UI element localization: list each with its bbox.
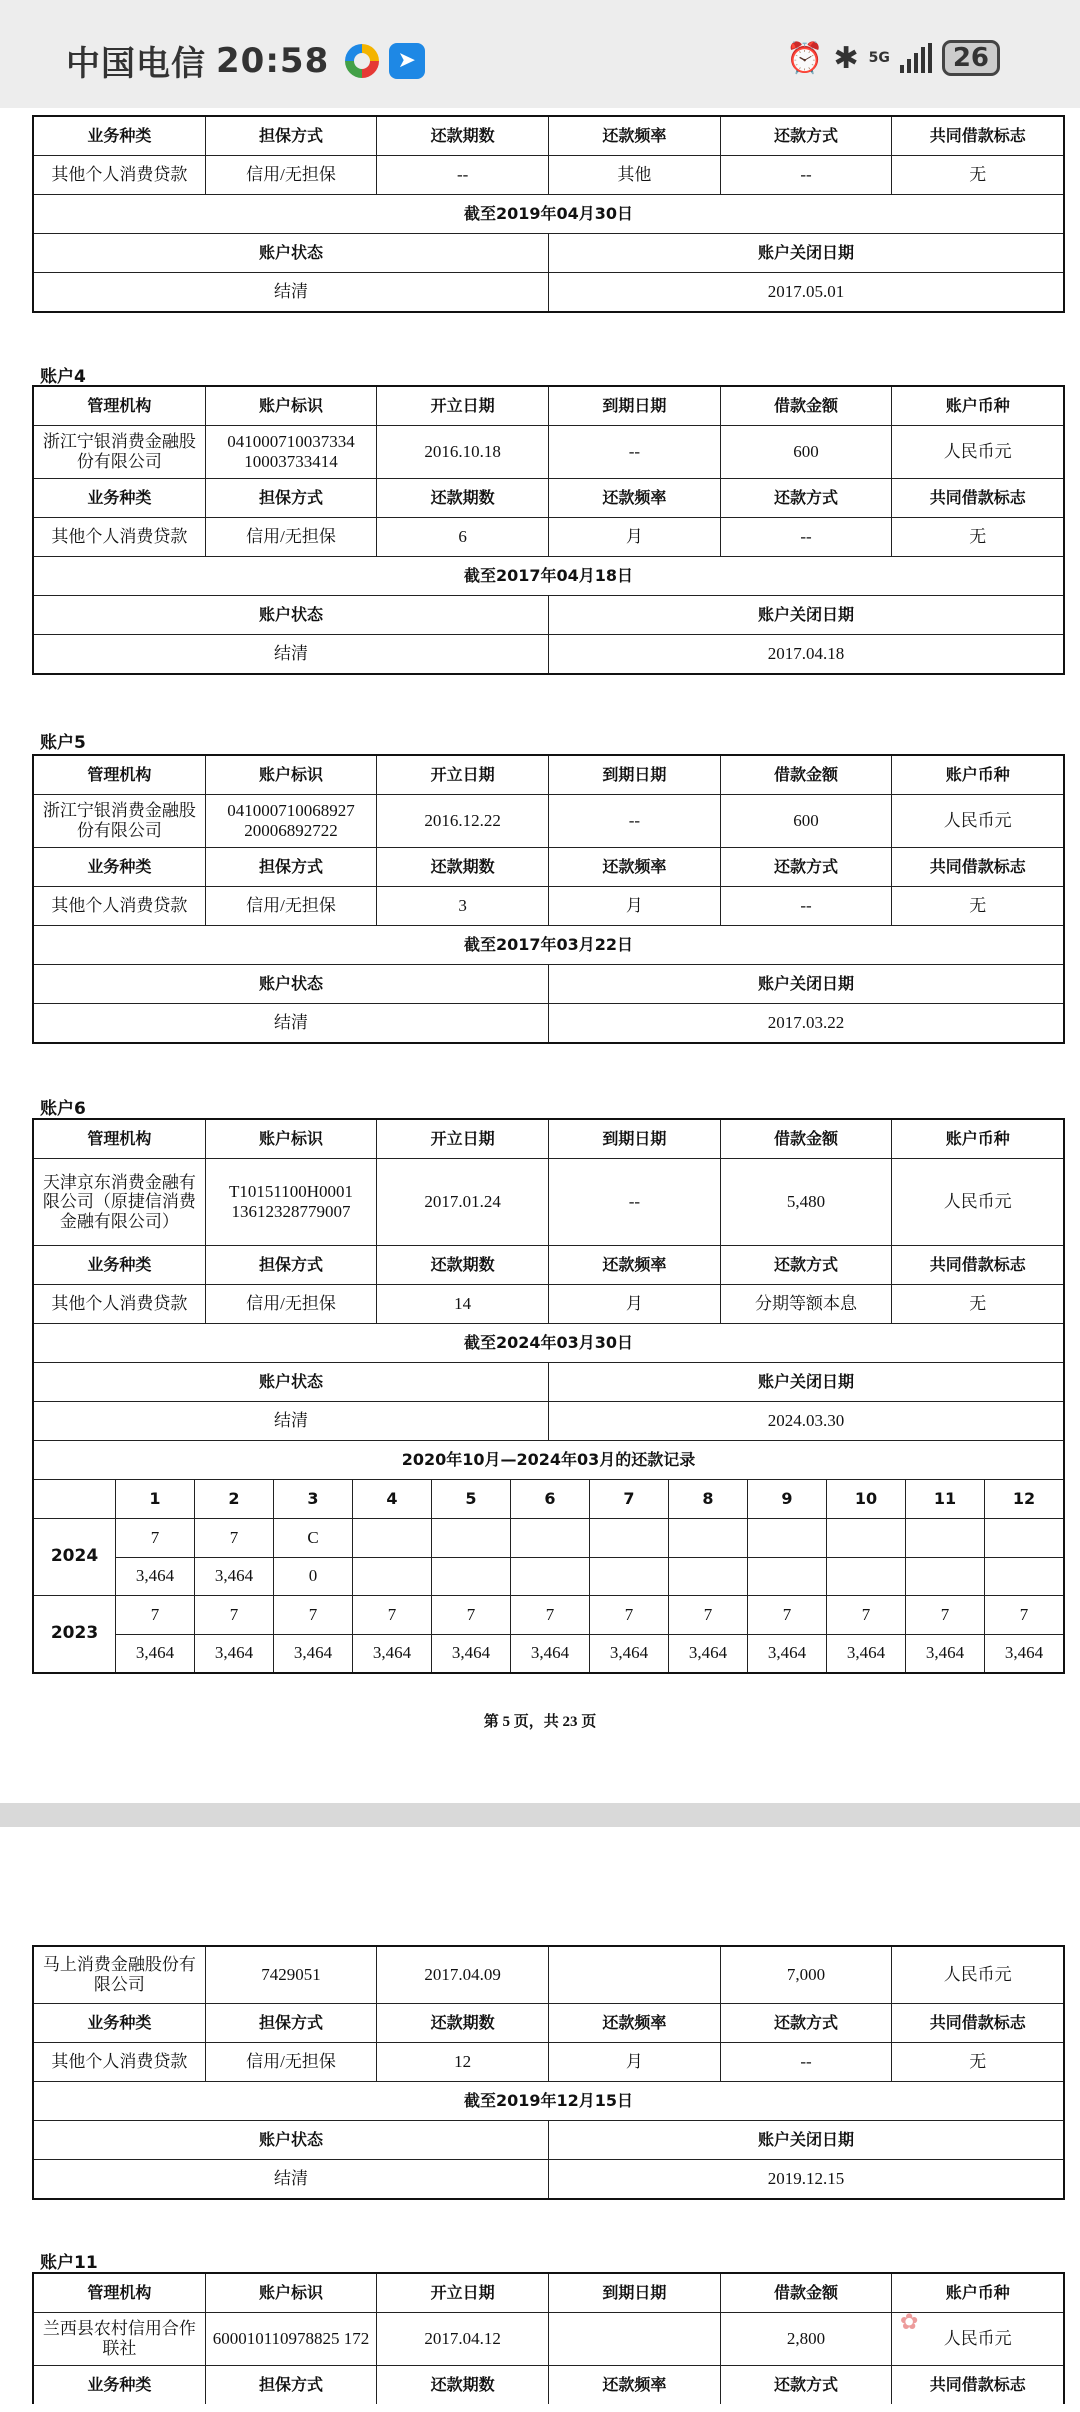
year-values bbox=[115, 1519, 1063, 1595]
table-cell: 2,800 bbox=[720, 2313, 892, 2365]
header-cell: 账户关闭日期 bbox=[548, 2121, 1063, 2159]
info-row bbox=[34, 1284, 1063, 1323]
header-cell: 共同借款标志 bbox=[891, 848, 1063, 886]
table-cell: 2017.04.09 bbox=[376, 1947, 548, 2003]
table-cell: 2016.12.22 bbox=[376, 795, 548, 847]
record-cell bbox=[431, 1558, 510, 1596]
record-cell bbox=[431, 1519, 510, 1557]
record-cell: 3,464 bbox=[352, 1635, 431, 1673]
header-cell: 到期日期 bbox=[548, 2274, 720, 2312]
table-cell: 其他个人消费贷款 bbox=[51, 527, 188, 547]
status-header-row bbox=[34, 2120, 1063, 2159]
header-cell: 账户币种 bbox=[891, 2274, 1063, 2312]
header-cell: 还款期数 bbox=[376, 2366, 548, 2404]
header-cell: 账户状态 bbox=[258, 604, 323, 624]
table-cell: -- bbox=[720, 518, 892, 556]
table-cell: 结清 bbox=[274, 1411, 308, 1431]
table-cell: 信用/无担保 bbox=[205, 887, 377, 925]
table-cell: 月 bbox=[548, 2043, 720, 2081]
record-cell: 3,464 bbox=[668, 1635, 747, 1673]
info-row bbox=[34, 425, 1063, 478]
record-cell: 3,464 bbox=[510, 1635, 589, 1673]
header-row bbox=[34, 2365, 1063, 2404]
header-cell: 担保方式 bbox=[205, 2366, 377, 2404]
table-cell: 其他个人消费贷款 bbox=[51, 165, 188, 185]
header-cell: 借款金额 bbox=[720, 2274, 892, 2312]
header-row bbox=[34, 117, 1063, 155]
table-cell: 兰西县农村信用合作联社 bbox=[42, 2319, 196, 2358]
header-cell: 担保方式 bbox=[205, 1246, 377, 1284]
record-cell: 3,464 bbox=[431, 1635, 510, 1673]
account-table-a11 bbox=[32, 2272, 1065, 2404]
header-cell: 账户关闭日期 bbox=[548, 596, 1063, 634]
table-cell: -- bbox=[720, 887, 892, 925]
record-cell: 7 bbox=[431, 1596, 510, 1634]
table-cell: 无 bbox=[891, 887, 1063, 925]
info-row bbox=[34, 886, 1063, 925]
table-cell: 7,000 bbox=[720, 1947, 892, 2003]
table-cell: 信用/无担保 bbox=[205, 156, 377, 194]
header-cell: 开立日期 bbox=[376, 2274, 548, 2312]
header-cell: 开立日期 bbox=[376, 756, 548, 794]
header-cell: 账户关闭日期 bbox=[548, 965, 1063, 1003]
year-block bbox=[34, 1595, 1063, 1672]
table-cell: 2017.04.18 bbox=[548, 635, 1063, 673]
header-cell: 到期日期 bbox=[548, 1120, 720, 1158]
as-of-row bbox=[34, 194, 1063, 233]
status-header-row bbox=[34, 964, 1063, 1003]
table-cell: 月 bbox=[548, 887, 720, 925]
table-cell: 其他个人消费贷款 bbox=[51, 896, 188, 916]
header-cell: 还款期数 bbox=[376, 2004, 548, 2042]
header-cell: 还款频率 bbox=[548, 479, 720, 517]
table-cell: 信用/无担保 bbox=[205, 2043, 377, 2081]
header-cell: 到期日期 bbox=[548, 756, 720, 794]
month-cell: 5 bbox=[431, 1480, 510, 1518]
header-cell: 管理机构 bbox=[87, 2282, 152, 2302]
header-cell: 账户关闭日期 bbox=[548, 234, 1063, 272]
table-cell: -- bbox=[720, 156, 892, 194]
carrier: 中国电信 bbox=[66, 44, 206, 84]
header-cell: 管理机构 bbox=[87, 764, 152, 784]
record-cell: 7 bbox=[589, 1596, 668, 1634]
header-cell: 截至2017年04月18日 bbox=[463, 565, 634, 585]
record-cell: 3,464 bbox=[747, 1635, 826, 1673]
table-cell: 2016.10.18 bbox=[376, 426, 548, 478]
header-cell: 还款方式 bbox=[720, 2366, 892, 2404]
account-title: 账户5 bbox=[40, 733, 86, 753]
record-cell: 3,464 bbox=[984, 1635, 1063, 1673]
header-cell: 还款方式 bbox=[720, 1246, 892, 1284]
record-cell bbox=[905, 1558, 984, 1596]
header-cell: 账户状态 bbox=[258, 2129, 323, 2149]
header-cell: 借款金额 bbox=[720, 387, 892, 425]
as-of-row bbox=[34, 1323, 1063, 1362]
table-cell: 600010110978825 172 bbox=[205, 2313, 377, 2365]
table-cell: 无 bbox=[891, 518, 1063, 556]
record-cell: 3,464 bbox=[115, 1635, 194, 1673]
table-cell: -- bbox=[548, 795, 720, 847]
header-cell: 到期日期 bbox=[548, 387, 720, 425]
header-row bbox=[34, 2274, 1063, 2312]
table-cell: -- bbox=[376, 156, 548, 194]
record-cell: 7 bbox=[747, 1596, 826, 1634]
record-cell: 7 bbox=[194, 1596, 273, 1634]
header-cell: 管理机构 bbox=[87, 395, 152, 415]
record-cell bbox=[668, 1558, 747, 1596]
status-row bbox=[34, 2159, 1063, 2198]
header-cell: 账户标识 bbox=[205, 1120, 377, 1158]
account-title: 账户6 bbox=[40, 1099, 86, 1119]
table-cell: 041000710068927 20006892722 bbox=[205, 795, 377, 847]
account-title: 账户4 bbox=[40, 367, 86, 387]
table-cell: 人民币元 bbox=[891, 1947, 1063, 2003]
month-cell: 9 bbox=[747, 1480, 826, 1518]
record-cell bbox=[352, 1558, 431, 1596]
header-cell: 还款期数 bbox=[376, 848, 548, 886]
status-row bbox=[34, 272, 1063, 311]
table-cell: 月 bbox=[548, 1285, 720, 1323]
record-cell: C bbox=[273, 1519, 352, 1557]
header-cell: 担保方式 bbox=[205, 848, 377, 886]
account-table-a5 bbox=[32, 754, 1065, 1044]
header-cell: 还款期数 bbox=[376, 1246, 548, 1284]
table-cell: 2019.12.15 bbox=[548, 2160, 1063, 2198]
amount-row bbox=[115, 1557, 1063, 1596]
status-row bbox=[34, 1003, 1063, 1042]
header-cell: 账户状态 bbox=[258, 242, 323, 262]
page-separator bbox=[0, 1803, 1080, 1827]
record-cell bbox=[589, 1558, 668, 1596]
info-row bbox=[34, 1158, 1063, 1245]
table-cell: 无 bbox=[891, 1285, 1063, 1323]
info-row bbox=[34, 794, 1063, 847]
info-row bbox=[34, 155, 1063, 194]
clock: 20:58 bbox=[216, 40, 330, 81]
header-cell: 还款期数 bbox=[376, 117, 548, 155]
table-cell: 浙江宁银消费金融股份有限公司 bbox=[42, 432, 196, 471]
header-cell: 还款频率 bbox=[548, 2004, 720, 2042]
month-cell: 2 bbox=[194, 1480, 273, 1518]
header-cell: 借款金额 bbox=[720, 1120, 892, 1158]
header-cell: 还款方式 bbox=[720, 479, 892, 517]
header-cell: 账户状态 bbox=[258, 1371, 323, 1391]
as-of-row bbox=[34, 925, 1063, 964]
table-cell: 人民币元 bbox=[891, 795, 1063, 847]
header-cell: 业务种类 bbox=[87, 2012, 152, 2032]
record-cell: 7 bbox=[826, 1596, 905, 1634]
header-row bbox=[34, 1245, 1063, 1284]
record-cell: 3,464 bbox=[273, 1635, 352, 1673]
table-cell: 12 bbox=[376, 2043, 548, 2081]
header-cell: 截至2017年03月22日 bbox=[463, 934, 634, 954]
record-cell: 7 bbox=[352, 1596, 431, 1634]
header-cell: 账户币种 bbox=[891, 387, 1063, 425]
month-cell: 4 bbox=[352, 1480, 431, 1518]
table-cell: 天津京东消费金融有限公司（原捷信消费金融有限公司） bbox=[42, 1172, 196, 1231]
header-row bbox=[34, 2003, 1063, 2042]
status-header-row bbox=[34, 233, 1063, 272]
header-cell: 担保方式 bbox=[205, 117, 377, 155]
header-cell: 账户标识 bbox=[205, 756, 377, 794]
alarm-icon: ⏰ bbox=[786, 40, 824, 76]
header-cell: 账户关闭日期 bbox=[548, 1363, 1063, 1401]
table-cell: 2017.03.22 bbox=[548, 1004, 1063, 1042]
as-of-row bbox=[34, 556, 1063, 595]
year-label: 2024 bbox=[50, 1546, 99, 1567]
header-cell: 账户状态 bbox=[258, 973, 323, 993]
record-cell: 0 bbox=[273, 1558, 352, 1596]
header-cell: 还款方式 bbox=[720, 848, 892, 886]
header-cell: 账户标识 bbox=[205, 387, 377, 425]
month-cell: 3 bbox=[273, 1480, 352, 1518]
table-cell: 人民币元 bbox=[891, 2313, 1063, 2365]
header-cell: 还款频率 bbox=[548, 2366, 720, 2404]
record-cell bbox=[510, 1519, 589, 1557]
as-of-row bbox=[34, 2081, 1063, 2120]
status-row bbox=[34, 1401, 1063, 1440]
status-code-row bbox=[115, 1596, 1063, 1634]
header-cell: 担保方式 bbox=[205, 2004, 377, 2042]
header-cell: 开立日期 bbox=[376, 1120, 548, 1158]
record-cell: 3,464 bbox=[194, 1558, 273, 1596]
record-cell: 7 bbox=[194, 1519, 273, 1557]
table-cell: 马上消费金融股份有限公司 bbox=[42, 1955, 196, 1994]
year-label: 2023 bbox=[50, 1623, 99, 1644]
record-cell bbox=[747, 1519, 826, 1557]
month-cell: 1 bbox=[115, 1480, 194, 1518]
month-cell: 10 bbox=[826, 1480, 905, 1518]
table-cell: -- bbox=[548, 426, 720, 478]
watermark-logo: ✿ bbox=[900, 2310, 919, 2335]
record-cell: 7 bbox=[115, 1596, 194, 1634]
record-cell: 7 bbox=[510, 1596, 589, 1634]
table-cell bbox=[548, 1947, 720, 2003]
table-cell: 其他个人消费贷款 bbox=[51, 2052, 188, 2072]
table-cell: 结清 bbox=[274, 1013, 308, 1033]
table-cell: 分期等额本息 bbox=[720, 1285, 892, 1323]
header-cell: 账户标识 bbox=[205, 2274, 377, 2312]
header-cell: 共同借款标志 bbox=[891, 479, 1063, 517]
table-cell: 浙江宁银消费金融股份有限公司 bbox=[42, 801, 196, 840]
record-cell bbox=[905, 1519, 984, 1557]
header-row bbox=[34, 1120, 1063, 1158]
month-row bbox=[34, 1479, 1063, 1518]
header-cell: 2020年10月—2024年03月的还款记录 bbox=[401, 1449, 696, 1469]
table-cell: T10151100H0001 13612328779007 bbox=[205, 1159, 377, 1245]
header-cell: 担保方式 bbox=[205, 479, 377, 517]
table-cell bbox=[548, 2313, 720, 2365]
info-row bbox=[34, 517, 1063, 556]
table-cell: -- bbox=[720, 2043, 892, 2081]
header-cell: 共同借款标志 bbox=[891, 2366, 1063, 2404]
account-table-prev bbox=[32, 115, 1065, 313]
year-header bbox=[34, 1480, 115, 1518]
record-cell bbox=[747, 1558, 826, 1596]
table-cell: 6 bbox=[376, 518, 548, 556]
header-cell: 还款方式 bbox=[720, 117, 892, 155]
table-cell: 600 bbox=[720, 426, 892, 478]
header-cell: 开立日期 bbox=[376, 387, 548, 425]
record-cell: 3,464 bbox=[905, 1635, 984, 1673]
record-title-row bbox=[34, 1440, 1063, 1479]
year-block bbox=[34, 1518, 1063, 1595]
record-cell bbox=[589, 1519, 668, 1557]
record-cell: 7 bbox=[668, 1596, 747, 1634]
record-cell: 3,464 bbox=[589, 1635, 668, 1673]
table-cell: 人民币元 bbox=[891, 426, 1063, 478]
table-cell: 信用/无担保 bbox=[205, 1285, 377, 1323]
record-cell: 7 bbox=[273, 1596, 352, 1634]
network-type: 5G bbox=[868, 50, 890, 66]
table-cell: 其他 bbox=[548, 156, 720, 194]
header-cell: 截至2024年03月30日 bbox=[463, 1332, 634, 1352]
header-cell: 截至2019年12月15日 bbox=[463, 2090, 634, 2110]
table-cell: 结清 bbox=[274, 644, 308, 664]
table-cell: 人民币元 bbox=[891, 1159, 1063, 1245]
table-cell: 7429051 bbox=[205, 1947, 377, 2003]
account-table-a6 bbox=[32, 1118, 1065, 1674]
header-cell: 账户币种 bbox=[891, 756, 1063, 794]
table-cell: 3 bbox=[376, 887, 548, 925]
header-cell: 还款频率 bbox=[548, 848, 720, 886]
header-cell: 业务种类 bbox=[87, 2374, 152, 2394]
table-cell: 041000710037334 10003733414 bbox=[205, 426, 377, 478]
header-cell: 业务种类 bbox=[87, 1254, 152, 1274]
amount-row bbox=[115, 1634, 1063, 1673]
record-cell: 3,464 bbox=[115, 1558, 194, 1596]
header-cell: 业务种类 bbox=[87, 487, 152, 507]
signal-icon bbox=[900, 43, 932, 73]
record-cell bbox=[826, 1558, 905, 1596]
year-values bbox=[115, 1596, 1063, 1672]
app-notification-icon bbox=[345, 44, 379, 78]
table-cell: 无 bbox=[891, 2043, 1063, 2081]
table-cell: 其他个人消费贷款 bbox=[51, 1294, 188, 1314]
status-header-row bbox=[34, 595, 1063, 634]
record-cell: 7 bbox=[905, 1596, 984, 1634]
record-cell: 7 bbox=[115, 1519, 194, 1557]
header-cell: 共同借款标志 bbox=[891, 2004, 1063, 2042]
record-cell: 3,464 bbox=[826, 1635, 905, 1673]
info-row bbox=[34, 1947, 1063, 2003]
battery-icon: 26 bbox=[942, 40, 1000, 76]
status-row bbox=[34, 634, 1063, 673]
header-row bbox=[34, 847, 1063, 886]
table-cell: 2024.03.30 bbox=[548, 1402, 1063, 1440]
header-cell: 业务种类 bbox=[87, 856, 152, 876]
header-cell: 管理机构 bbox=[87, 1128, 152, 1148]
header-row bbox=[34, 756, 1063, 794]
status-code-row bbox=[115, 1519, 1063, 1557]
header-row bbox=[34, 387, 1063, 425]
header-cell: 截至2019年04月30日 bbox=[463, 203, 634, 223]
month-cell: 8 bbox=[668, 1480, 747, 1518]
table-cell: 2017.05.01 bbox=[548, 273, 1063, 311]
record-cell: 3,464 bbox=[194, 1635, 273, 1673]
table-cell: 2017.01.24 bbox=[376, 1159, 548, 1245]
header-row bbox=[34, 478, 1063, 517]
month-cell: 7 bbox=[589, 1480, 668, 1518]
header-cell: 共同借款标志 bbox=[891, 117, 1063, 155]
record-cell bbox=[510, 1558, 589, 1596]
table-cell: 5,480 bbox=[720, 1159, 892, 1245]
record-cell bbox=[984, 1558, 1063, 1596]
info-row bbox=[34, 2042, 1063, 2081]
table-cell: 600 bbox=[720, 795, 892, 847]
header-cell: 还款频率 bbox=[548, 117, 720, 155]
record-cell bbox=[668, 1519, 747, 1557]
bluetooth-icon: ✱ bbox=[833, 40, 859, 76]
table-cell: 无 bbox=[891, 156, 1063, 194]
status-bar bbox=[0, 0, 1080, 108]
month-cell: 6 bbox=[510, 1480, 589, 1518]
record-cell: 7 bbox=[984, 1596, 1063, 1634]
account-table-a10 bbox=[32, 1945, 1065, 2200]
record-cell bbox=[984, 1519, 1063, 1557]
account-title: 账户11 bbox=[40, 2253, 98, 2273]
table-cell: 信用/无担保 bbox=[205, 518, 377, 556]
header-cell: 账户币种 bbox=[891, 1120, 1063, 1158]
header-cell: 借款金额 bbox=[720, 756, 892, 794]
header-cell: 还款方式 bbox=[720, 2004, 892, 2042]
carrier-time bbox=[66, 36, 425, 85]
app-notification-icon-2: ➤ bbox=[389, 43, 425, 79]
month-cell: 11 bbox=[905, 1480, 984, 1518]
record-cell bbox=[826, 1519, 905, 1557]
table-cell: 14 bbox=[376, 1285, 548, 1323]
header-cell: 共同借款标志 bbox=[891, 1246, 1063, 1284]
header-cell: 还款期数 bbox=[376, 479, 548, 517]
page-footer: 第 5 页，共 23 页 bbox=[483, 1714, 597, 1730]
month-cell: 12 bbox=[984, 1480, 1063, 1518]
table-cell: -- bbox=[548, 1159, 720, 1245]
status-header-row bbox=[34, 1362, 1063, 1401]
record-cell bbox=[352, 1519, 431, 1557]
header-cell: 还款频率 bbox=[548, 1246, 720, 1284]
header-cell: 业务种类 bbox=[87, 125, 152, 145]
table-cell: 结清 bbox=[274, 2169, 308, 2189]
table-cell: 结清 bbox=[274, 282, 308, 302]
table-cell: 2017.04.12 bbox=[376, 2313, 548, 2365]
table-cell: 月 bbox=[548, 518, 720, 556]
account-table-a4 bbox=[32, 385, 1065, 675]
